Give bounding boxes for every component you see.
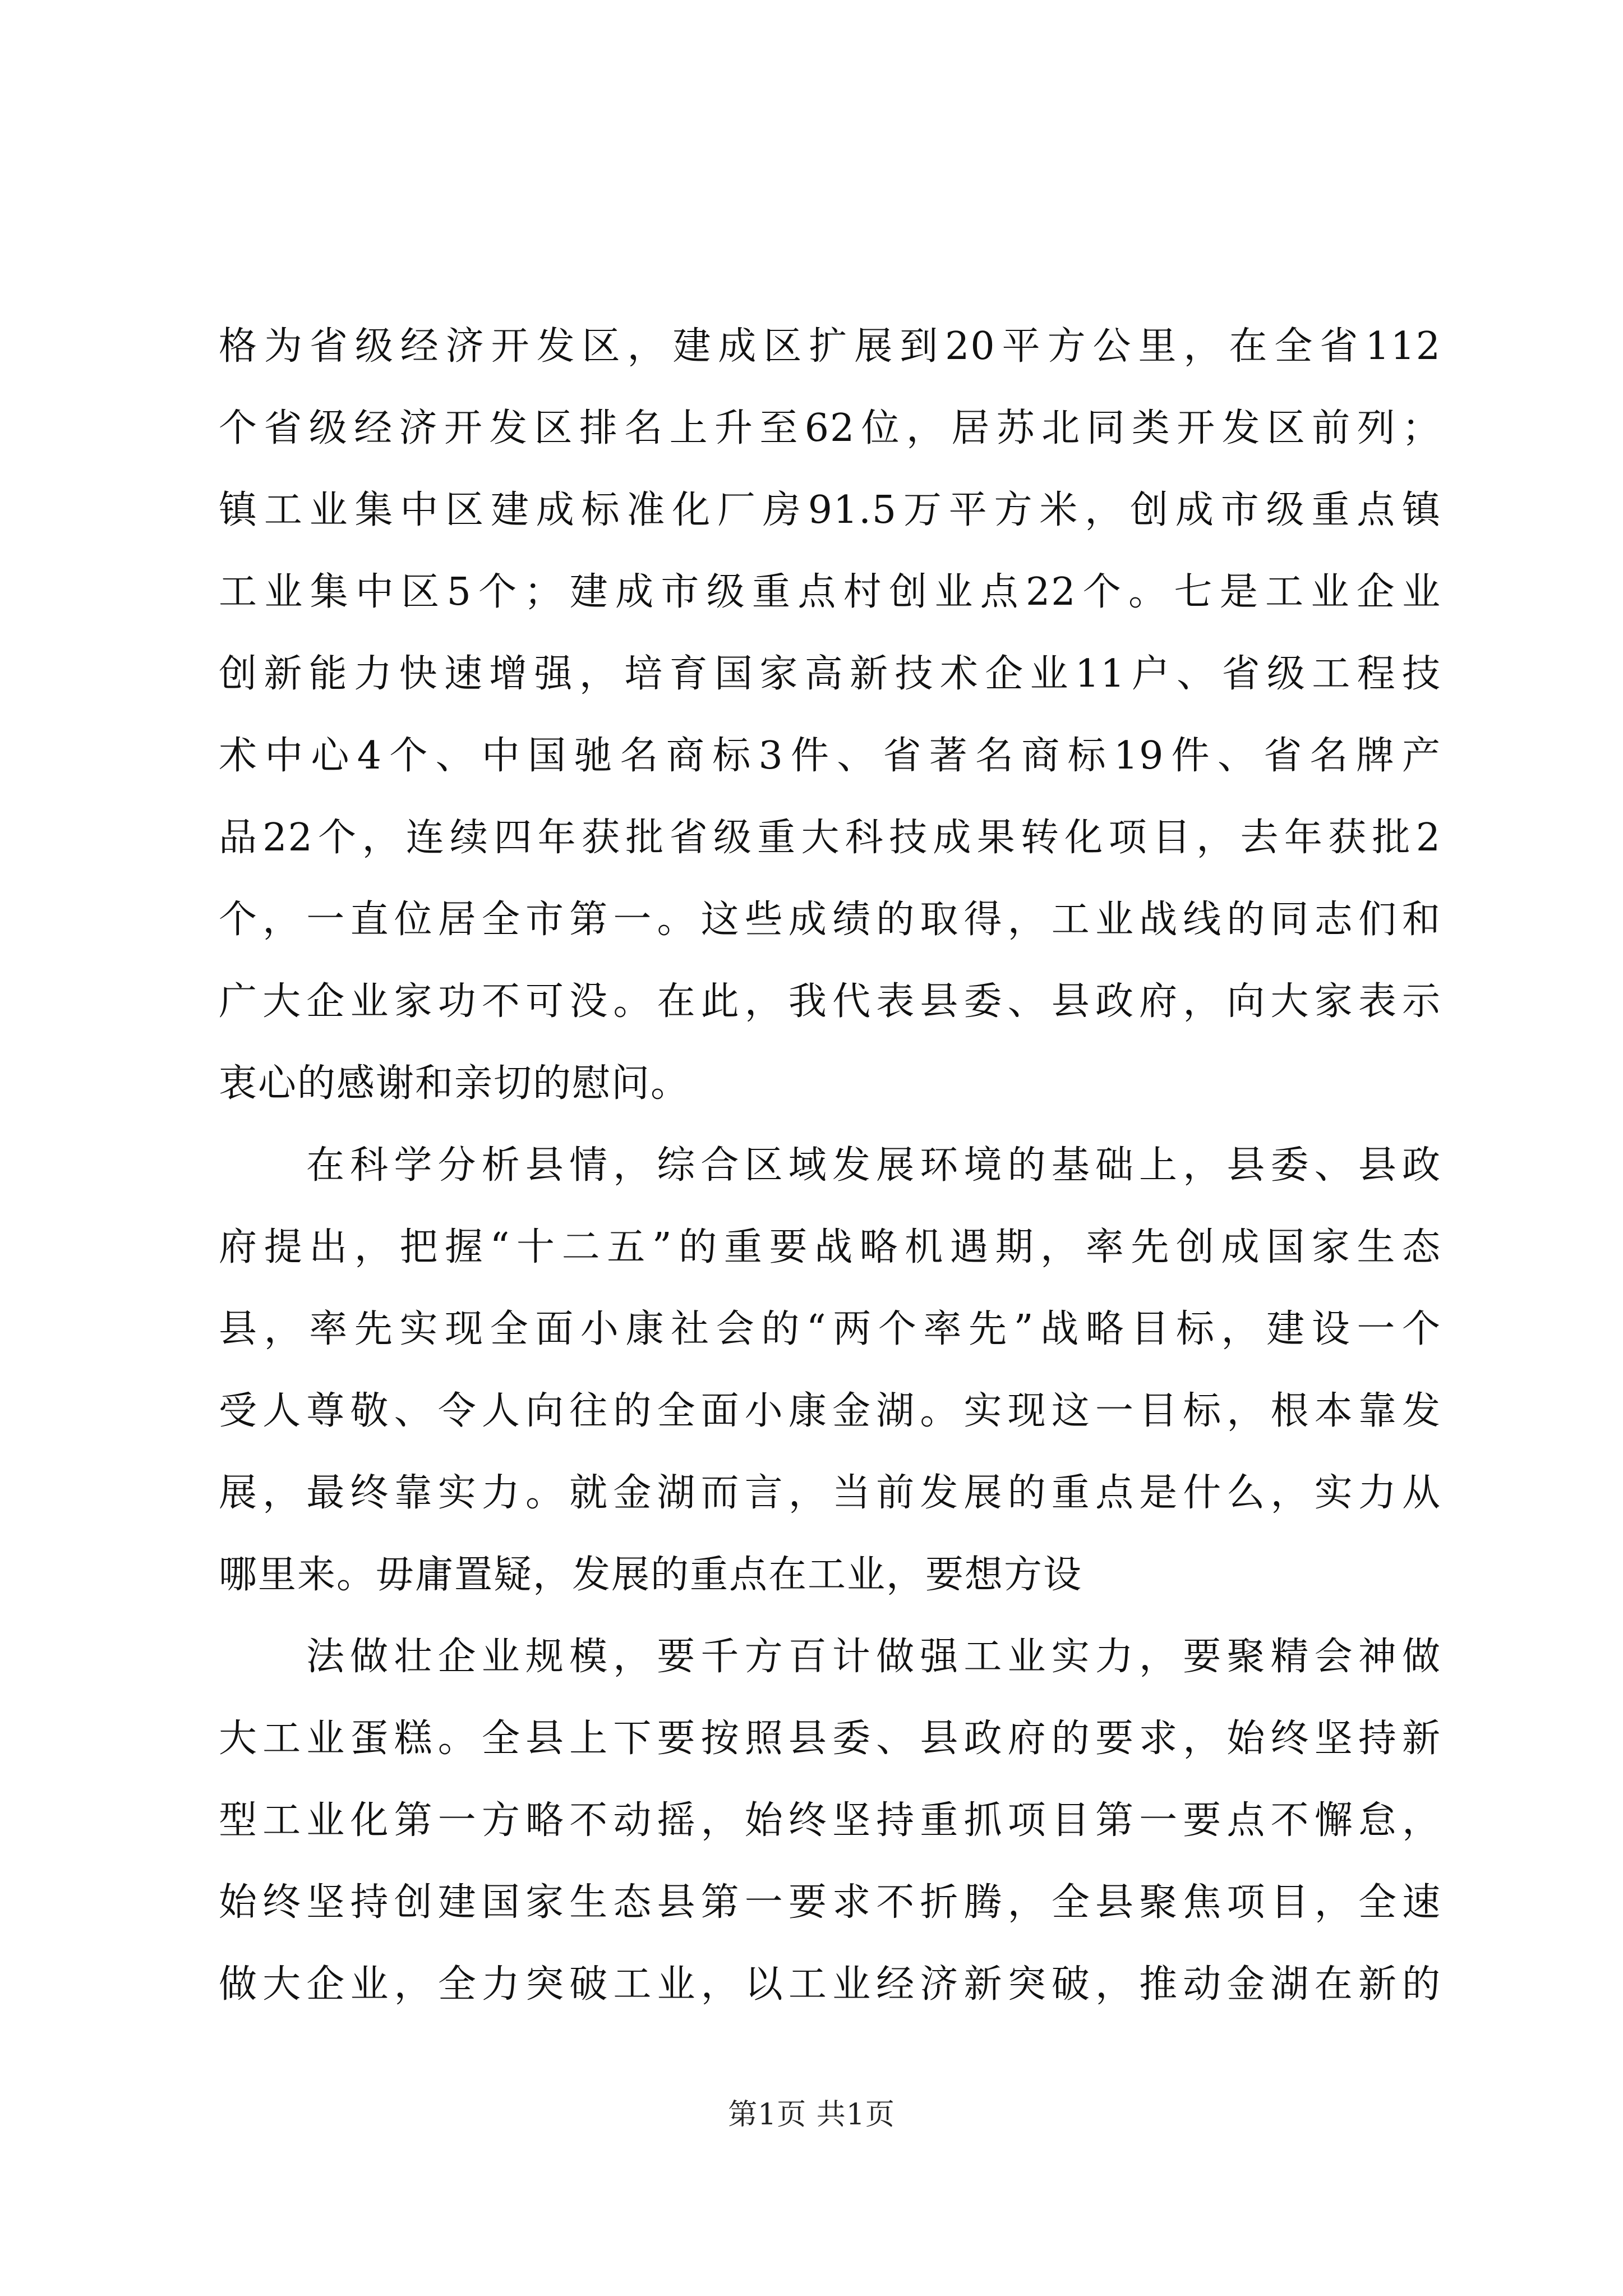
- text-line: 术中心4个、中国驰名商标3件、省著名商标19件、省名牌产: [219, 734, 1441, 778]
- text-line: 创新能力快速增强，培育国家高新技术企业11户、省级工程技: [219, 652, 1441, 696]
- text-line: 府提出，把握“十二五”的重要战略机遇期，率先创成国家生态: [219, 1225, 1441, 1269]
- text-line: 受人尊敬、令人向往的全面小康金湖。实现这一目标，根本靠发: [219, 1389, 1441, 1433]
- paragraph-3: [219, 1616, 1441, 2026]
- text-line: 做大企业，全力突破工业，以工业经济新突破，推动金湖在新的: [219, 1962, 1441, 2007]
- text-line: 型工业化第一方略不动摇，始终坚持重抓项目第一要点不懈怠，: [219, 1798, 1441, 1843]
- text-line: 个，一直位居全市第一。这些成绩的取得，工业战线的同志们和: [219, 898, 1441, 942]
- text-line: 品22个，连续四年获批省级重大科技成果转化项目，去年获批2: [219, 816, 1441, 860]
- text-line: 衷心的感谢和亲切的慰问。: [219, 1061, 690, 1106]
- text-line: 哪里来。毋庸置疑，发展的重点在工业，要想方设: [219, 1553, 1083, 1597]
- page-footer: 第1页 共1页: [728, 2098, 895, 2132]
- text-line: 大工业蛋糕。全县上下要按照县委、县政府的要求，始终坚持新: [219, 1717, 1441, 1761]
- paragraph-2: [219, 1125, 1441, 1616]
- text-line: 法做壮企业规模，要千方百计做强工业实力，要聚精会神做: [306, 1635, 1441, 1679]
- text-line: 格为省级经济开发区，建成区扩展到20平方公里，在全省112: [219, 324, 1441, 369]
- text-line: 县，率先实现全面小康社会的“两个率先”战略目标，建设一个: [219, 1307, 1441, 1351]
- text-line: 展，最终靠实力。就金湖而言，当前发展的重点是什么，实力从: [219, 1471, 1441, 1515]
- text-line: 镇工业集中区建成标准化厂房91.5万平方米，创成市级重点镇: [219, 488, 1441, 532]
- text-line: 广大企业家功不可没。在此，我代表县委、县政府，向大家表示: [219, 979, 1441, 1024]
- text-line: 工业集中区5个；建成市级重点村创业点22个。七是工业企业: [219, 570, 1441, 614]
- text-line: 个省级经济开发区排名上升至62位，居苏北同类开发区前列；: [219, 406, 1441, 450]
- paragraph-1: [219, 306, 1441, 1125]
- text-line: 始终坚持创建国家生态县第一要求不折腾，全县聚焦项目，全速: [219, 1880, 1441, 1925]
- text-line: 在科学分析县情，综合区域发展环境的基础上，县委、县政: [306, 1143, 1441, 1188]
- document-body: [219, 306, 1441, 2026]
